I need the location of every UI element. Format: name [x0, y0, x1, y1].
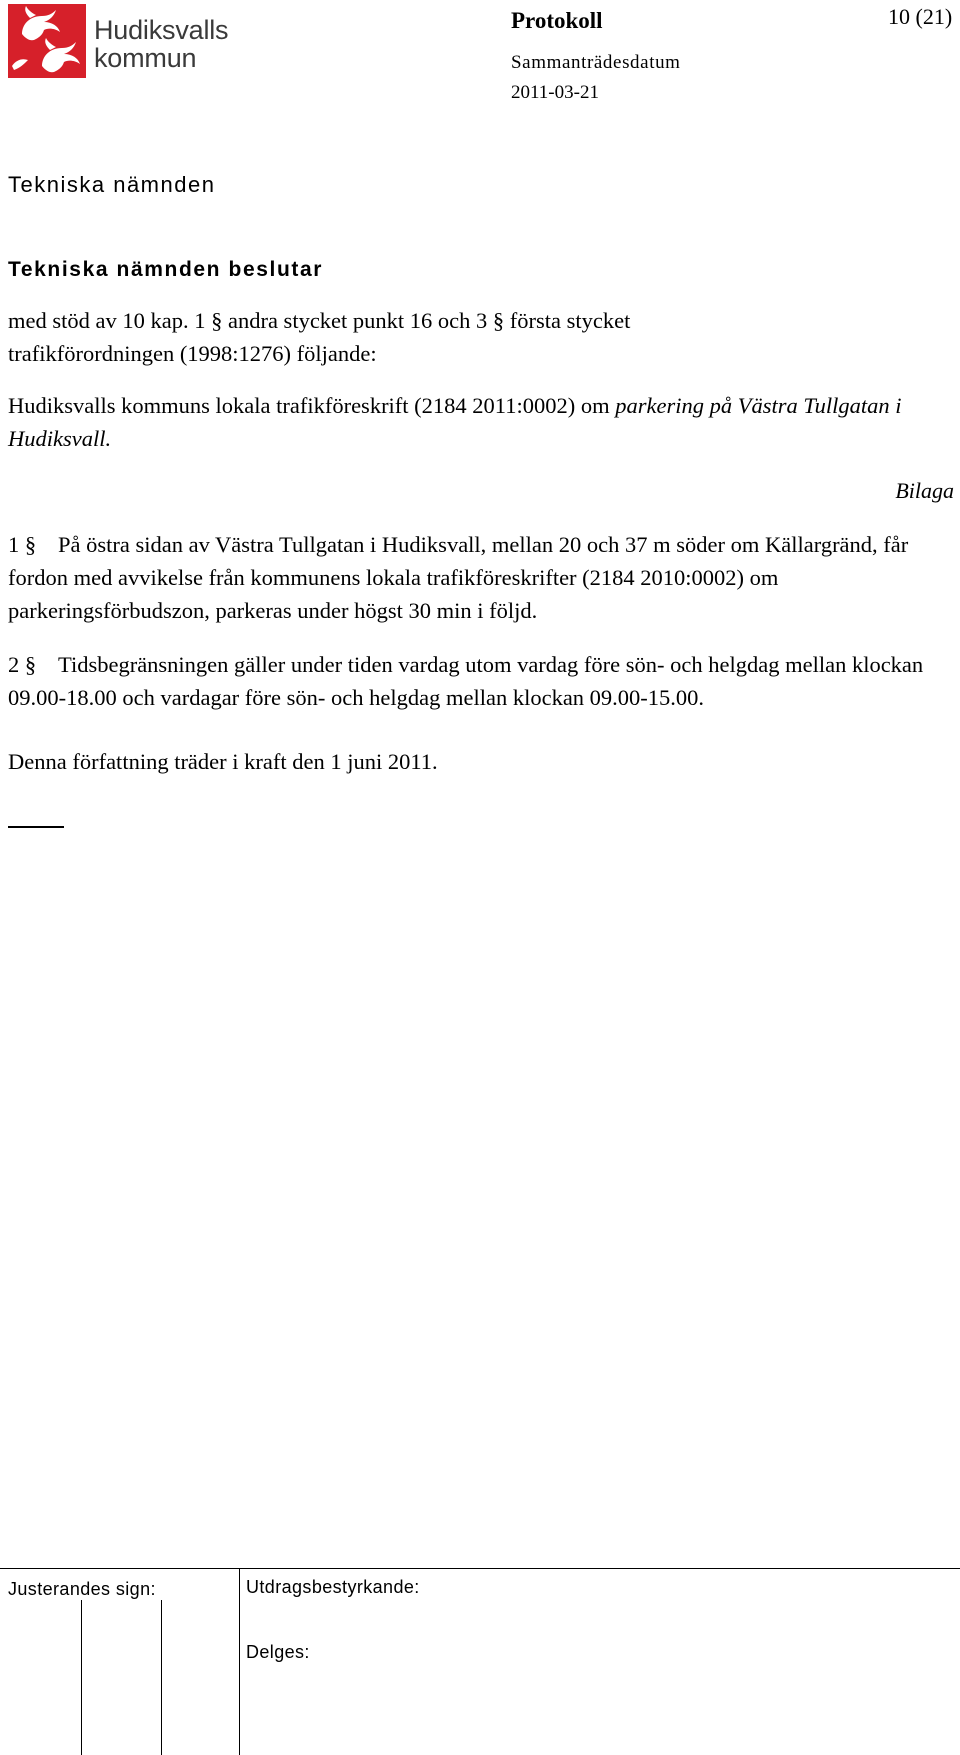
regulation-title: Hudiksvalls kommuns lokala trafikföreskrift (2184 2011:0002) om parkering på Västra Tullgatan i Hudiksvall.: [8, 393, 902, 451]
section-text: Tidsbegränsningen gäller under tiden vardag utom vardag före sön- och helgdag mellan klockan 09.00-18.00 och vardagar före sön- och helgdag mellan klockan 09.00-15.00.: [8, 652, 924, 710]
section-number: 2 §: [8, 652, 37, 677]
page-number: 10 (21): [888, 4, 953, 29]
logo-wordmark: Hudiksvalls kommun: [94, 15, 229, 73]
intro-paragraph: med stöd av 10 kap. 1 § andra stycket punkt 16 och 3 § första stycket trafikförordningen (1998:1276) följande:: [8, 308, 631, 366]
goat-emblem-icon: [8, 4, 86, 82]
meeting-date-label: Sammanträdesdatum: [511, 52, 681, 73]
committee-name: Tekniska nämnden: [8, 172, 216, 197]
section-2: [8, 648, 958, 714]
section-number: 1 §: [8, 532, 37, 557]
regulation-subject: parkering på Västra Tullgatan i Hudiksvall.: [8, 393, 902, 451]
meeting-date: 2011-03-21: [511, 82, 599, 103]
adjusters-signature-label: Justerandes sign:: [8, 1579, 156, 1599]
section-text: På östra sidan av Västra Tullgatan i Hudiksvall, mellan 20 och 37 m söder om Källargränd, får fordon med avvikelse från kommunens lokala trafikföreskrifter (2184 2010:0002) om parkeringsförbudszon, parkeras under högst 30 min i följd.: [8, 532, 909, 623]
decision-heading: Tekniska nämnden beslutar: [8, 258, 324, 281]
footer-column-divider: [81, 1600, 82, 1755]
hudiksvalls-logo: [8, 4, 258, 82]
footer-column-divider: [161, 1600, 162, 1755]
extract-certified-label: Utdragsbestyrkande:: [246, 1577, 420, 1597]
footer-divider: [0, 1568, 960, 1569]
effective-date: Denna författning träder i kraft den 1 juni 2011.: [8, 749, 438, 774]
section-1: [8, 528, 958, 627]
footer-column-divider: [239, 1568, 240, 1755]
document-type: Protokoll: [511, 8, 603, 33]
end-rule: [8, 826, 64, 828]
distribution-label: Delges:: [246, 1642, 310, 1662]
attachment-label: Bilaga: [895, 478, 954, 503]
